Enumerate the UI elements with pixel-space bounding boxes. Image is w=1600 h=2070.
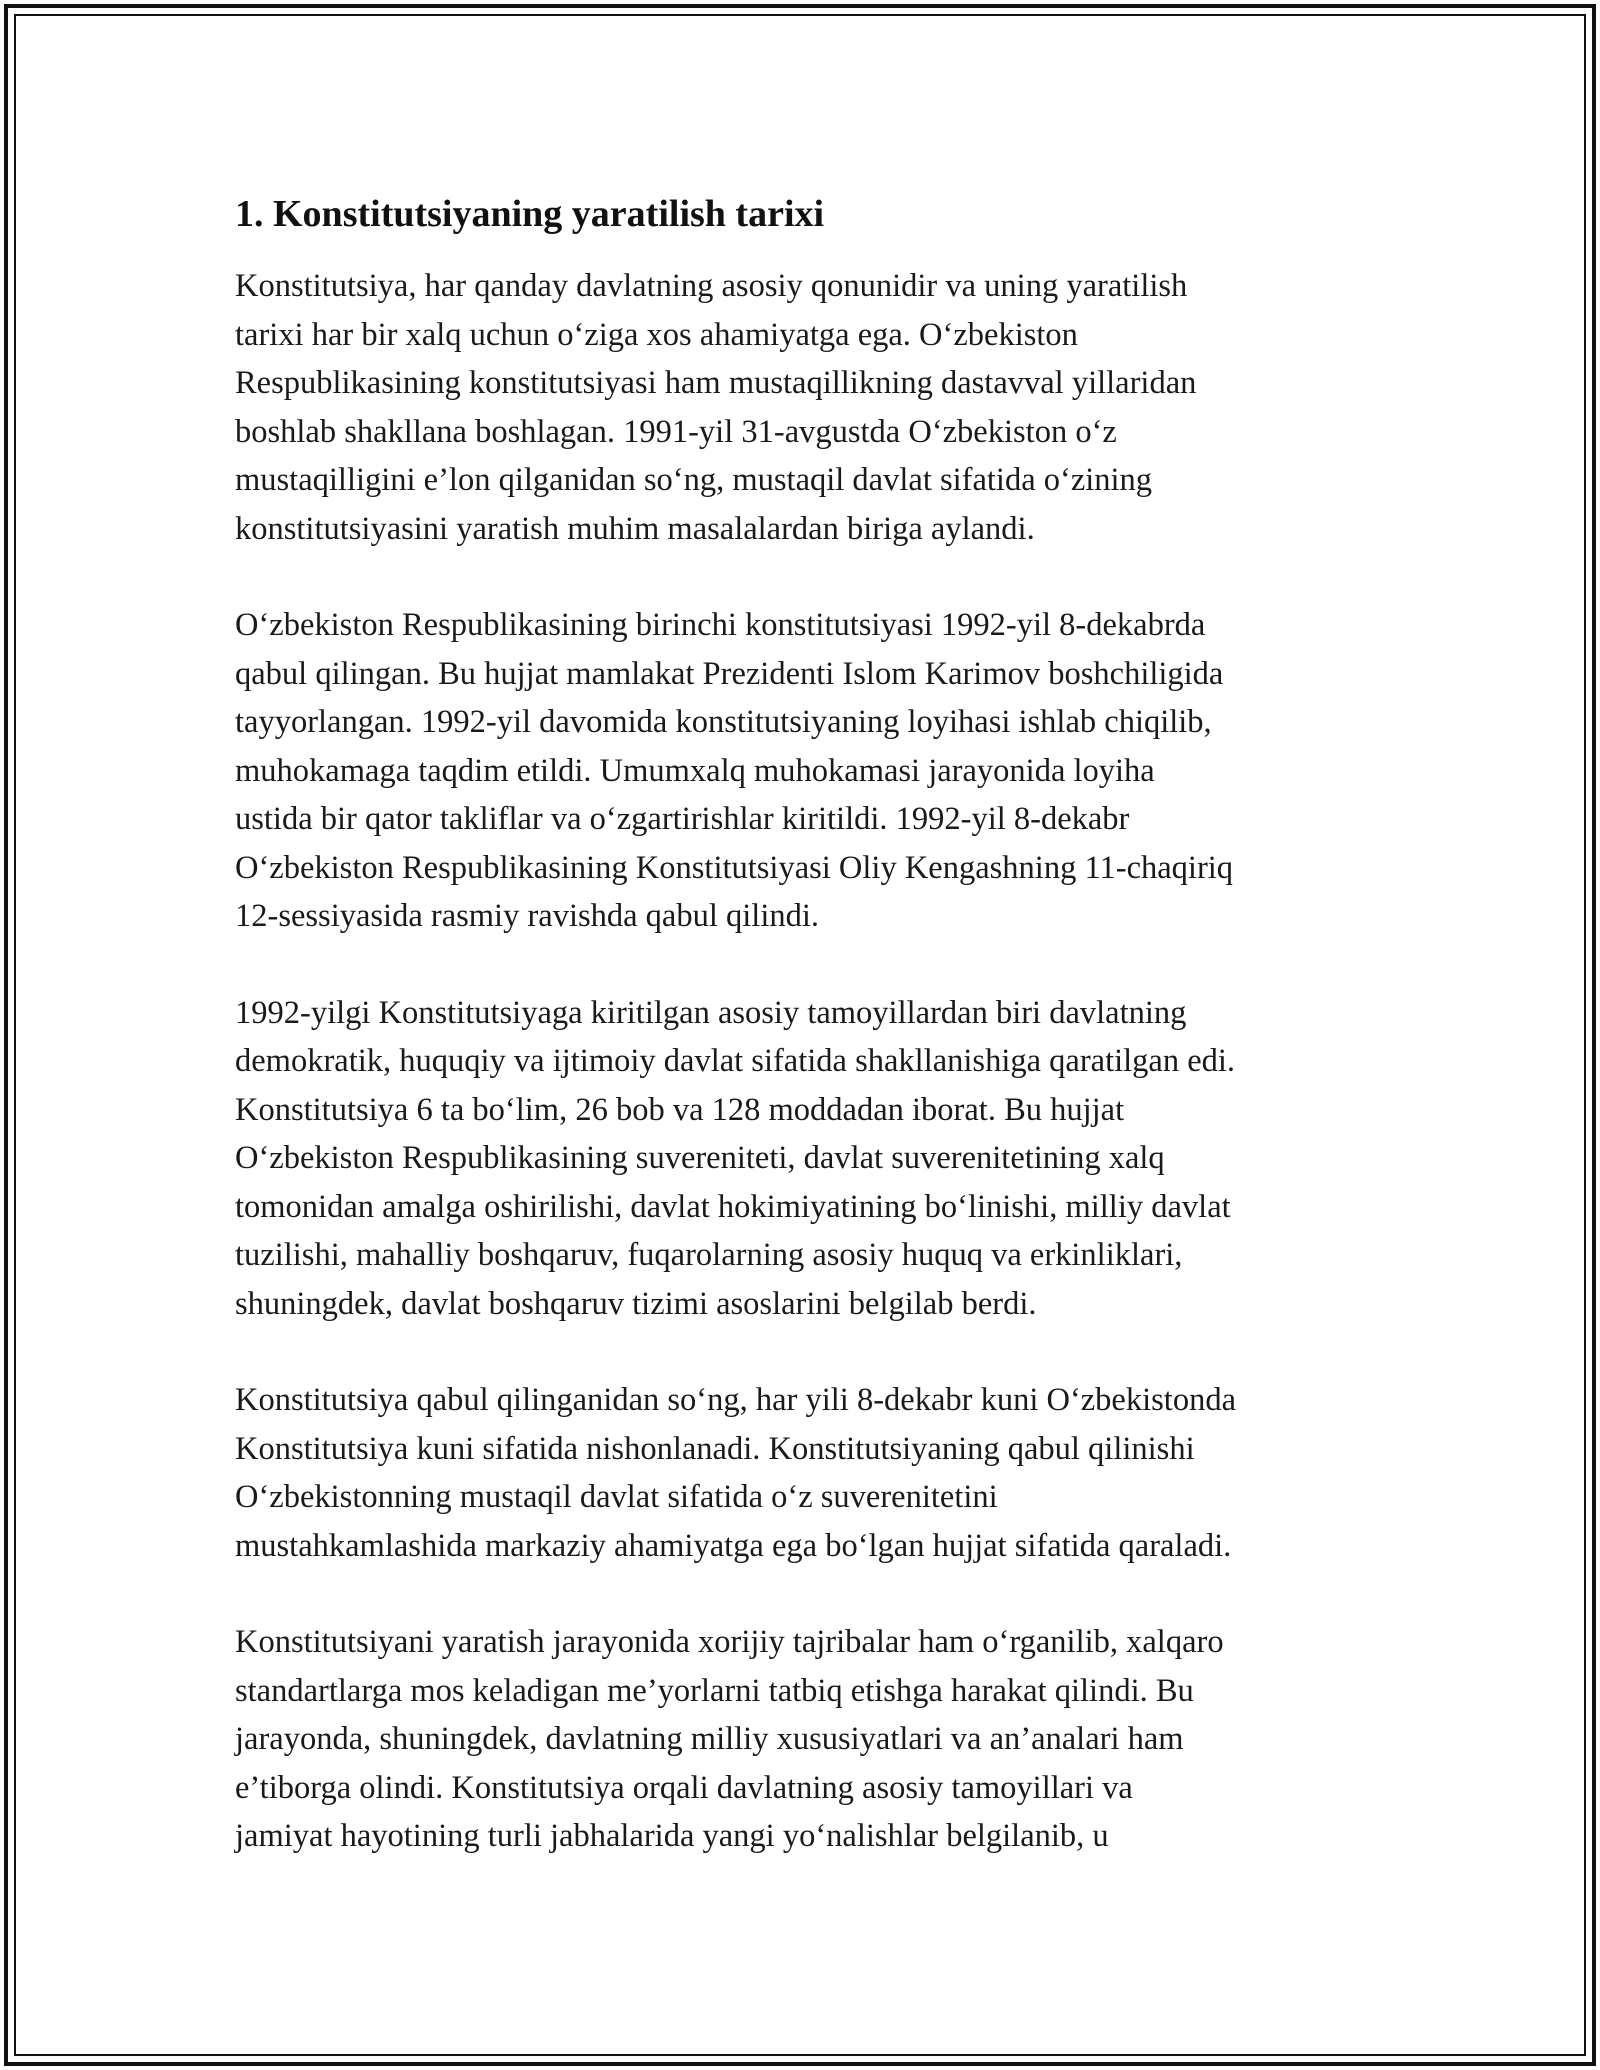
paragraph [235, 1376, 1395, 1570]
text-line: Konstitutsiyani yaratish jarayonida xorijiy tajribalar ham o‘rganilib, xalqaro [235, 1624, 1224, 1660]
text-line: Konstitutsiya kuni sifatida nishonlanadi. Konstitutsiyaning qabul qilinishi [235, 1430, 1195, 1467]
section-heading: 1. Konstitutsiyaning yaratilish tarixi [235, 193, 825, 235]
text-line: qabul qilingan. Bu hujjat mamlakat Prezidenti Islom Karimov boshchiligida [235, 655, 1224, 692]
text-line: jamiyat hayotining turli jabhalarida yangi yo‘nalishlar belgilanib, u [235, 1818, 1109, 1854]
text-line: O‘zbekiston Respublikasining Konstitutsiyasi Oliy Kengashning 11-chaqiriq [235, 849, 1234, 886]
paragraph [235, 1618, 1395, 1861]
text-line: 1992-yilgi Konstitutsiyaga kiritilgan asosiy tamoyillardan biri davlatning [235, 994, 1187, 1031]
text-line: tuzilishi, mahalliy boshqaruv, fuqarolarning asosiy huquq va erkinliklari, [235, 1237, 1183, 1273]
text-line: Konstitutsiya qabul qilinganidan so‘ng, har yili 8-dekabr kuni O‘zbekistonda [235, 1382, 1236, 1418]
document-body [235, 188, 1395, 1909]
text-line: Konstitutsiya 6 ta bo‘lim, 26 bob va 128 moddadan iborat. Bu hujjat [235, 1091, 1125, 1128]
text-line: Respublikasining konstitutsiyasi ham mustaqillikning dastavval yillaridan [235, 365, 1197, 401]
text-line: tayyorlangan. 1992-yil davomida konstitutsiyaning loyihasi ishlab chiqilib, [235, 704, 1212, 740]
paragraph [235, 262, 1395, 553]
text-line: ustida bir qator takliflar va o‘zgartirishlar kiritildi. 1992-yil 8-dekabr [235, 801, 1130, 837]
text-line: boshlab shakllana boshlagan. 1991-yil 31-avgustda O‘zbekiston o‘z [235, 413, 1117, 450]
text-line: muhokamaga taqdim etildi. Umumxalq muhokamasi jarayonida loyiha [235, 752, 1155, 789]
text-line: 12-sessiyasida rasmiy ravishda qabul qilindi. [235, 898, 820, 934]
text-line: jarayonda, shuningdek, davlatning milliy xususiyatlari va an’analari ham [235, 1721, 1184, 1757]
text-line: mustahkamlashida markaziy ahamiyatga ega bo‘lgan hujjat sifatida qaraladi. [235, 1527, 1232, 1564]
paragraph [235, 601, 1395, 941]
text-line: standartlarga mos keladigan me’yorlarni tatbiq etishga harakat qilindi. Bu [235, 1672, 1194, 1709]
text-line: O‘zbekiston Respublikasining birinchi konstitutsiyasi 1992-yil 8-dekabrda [235, 607, 1206, 643]
text-line: tarixi har bir xalq uchun o‘ziga xos ahamiyatga ega. O‘zbekiston [235, 316, 1078, 353]
text-line: shuningdek, davlat boshqaruv tizimi asoslarini belgilab berdi. [235, 1285, 1037, 1322]
text-line: O‘zbekistonning mustaqil davlat sifatida o‘z suverenitetini [235, 1479, 998, 1515]
paragraph [235, 989, 1395, 1329]
text-line: tomonidan amalga oshirilishi, davlat hokimiyatining bo‘linishi, milliy davlat [235, 1188, 1231, 1225]
text-line: mustaqilligini e’lon qilganidan so‘ng, mustaqil davlat sifatida o‘zining [235, 462, 1153, 498]
text-line: e’tiborga olindi. Konstitutsiya orqali davlatning asosiy tamoyillari va [235, 1769, 1133, 1806]
text-line: konstitutsiyasini yaratish muhim masalalardan biriga aylandi. [235, 510, 1035, 547]
text-line: demokratik, huquqiy va ijtimoiy davlat sifatida shakllanishiga qaratilgan edi. [235, 1043, 1236, 1079]
text-line: O‘zbekiston Respublikasining suvereniteti, davlat suverenitetining xalq [235, 1140, 1165, 1176]
text-line: Konstitutsiya, har qanday davlatning asosiy qonunidir va uning yaratilish [235, 268, 1188, 304]
